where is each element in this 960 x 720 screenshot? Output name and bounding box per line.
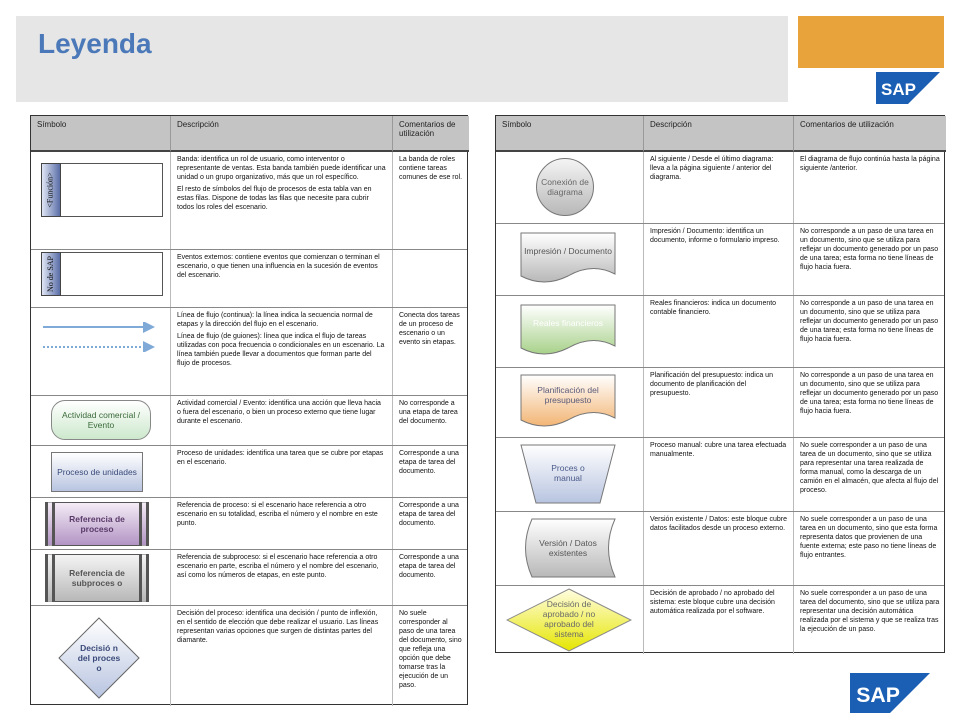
- external-events-band: [61, 252, 163, 296]
- budget-planning-label: Planificación del presupuesto: [537, 385, 599, 405]
- header-symbol: Símbolo: [496, 116, 644, 152]
- external-events-label: No de SAP: [46, 255, 56, 293]
- symbol-cell: [496, 224, 644, 295]
- symbol-cell: [496, 296, 644, 367]
- table-row: [31, 498, 467, 550]
- manual-process-label: Proces o manual: [551, 463, 585, 483]
- sap-logo: [850, 673, 930, 713]
- table-row: [31, 396, 467, 446]
- system-decision-label: Decisión de aprobado / no aprobado del sistema: [542, 599, 596, 639]
- description-cell: Al siguiente / Desde el último diagrama: lleva a la página siguiente / anterior del diagrama.: [644, 152, 794, 223]
- sap-logo: [876, 72, 940, 104]
- comment-cell: Corresponde a una etapa de tarea del documento.: [399, 502, 459, 527]
- symbol-cell: [31, 250, 171, 307]
- swimlane-role-label: <Función>: [46, 172, 55, 208]
- table-row: [31, 606, 467, 706]
- description-cell: Reales financieros: indica un documento contable financiero.: [644, 296, 794, 367]
- external-events-shape: [41, 252, 61, 296]
- description-text: Decisión del proceso: identifica una decisión / punto de inflexión, en el sentido de elección que debe realizar el usuario. Las líneas representan varias opciones que surgen de distintas partes del diamante.: [177, 610, 379, 644]
- table-row: [496, 224, 944, 296]
- symbol-cell: [31, 396, 171, 445]
- process-reference-shape: Referencia de proceso: [45, 502, 149, 546]
- description-cell: [171, 550, 393, 605]
- description-text: Eventos externos: contiene eventos que comienzan o terminan el escenario, o que tienen una influencia en la sucesión de eventos del escenario.: [177, 254, 380, 279]
- header-description: Descripción: [644, 116, 794, 152]
- comment-cell: Corresponde a una etapa de tarea del documento.: [399, 450, 459, 475]
- swimlane-band: [61, 163, 163, 217]
- header-description: Descripción: [171, 116, 393, 152]
- description-text: El resto de símbolos del flujo de procesos de esta tabla van en estas filas. Dispone de todas las filas que necesite para cubrir todos los roles del escenario.: [177, 186, 372, 211]
- description-text: Referencia de subproceso: si el escenario hace referencia a otro escenario en parte, escriba el número y el nombre del escenario, así como los números de etapas, en este punto.: [177, 554, 379, 579]
- table-row: [31, 152, 467, 250]
- description-cell: [171, 606, 393, 706]
- comment-cell: No suele corresponder a un paso de una tarea del documento, sino que se utiliza para representar una decisión automática realizada por el sistema y que se realiza tras la ejecución de un paso.: [800, 590, 940, 633]
- header-symbol: Símbolo: [31, 116, 171, 152]
- comment-cell: No suele corresponder a un paso de una tarea de un documento, sino que se utiliza para representar una tarea realizada de forma manual, como la descarga de un camión en el almacén, que afecta al flujo del proceso.: [800, 442, 939, 494]
- table-row: [31, 250, 467, 308]
- header-comments: Comentarios de utilización: [393, 116, 469, 152]
- financial-actuals-label: Reales financieros: [533, 318, 603, 328]
- description-cell: [171, 308, 393, 395]
- description-cell: Planificación del presupuesto: indica un documento de planificación del presupuesto.: [644, 368, 794, 437]
- business-activity-shape: Actividad comercial / Evento: [51, 400, 151, 440]
- symbol-cell: [31, 550, 171, 605]
- comment-cell: No suele corresponder a un paso de una tarea en un documento, sino que esta forma representa datos que provienen de una fuente externa; este paso no tiene líneas de flujo entrantes.: [800, 516, 938, 559]
- accent-bar: [798, 16, 944, 68]
- description-text: Actividad comercial / Evento: identifica una acción que lleva hacia o fuera del escenario, o bien un proceso externo que tiene lugar durante el escenario.: [177, 400, 381, 425]
- document-print-label: Impresión / Documento: [524, 246, 612, 256]
- decision-label: Decisió n del proces o: [77, 643, 121, 673]
- sap-logo-text: SAP: [881, 80, 916, 99]
- description-text: Referencia de proceso: si el escenario hace referencia a otro escenario en su totalidad, escriba el número y el nombre en este punto.: [177, 502, 378, 527]
- symbol-cell: [496, 152, 644, 223]
- description-text: Proceso de unidades: identifica una tarea que se cubre por etapas en el escenario.: [177, 450, 384, 466]
- comment-cell: No suele corresponder al paso de una tarea del documento, sino que refleja una opción que debe tomarse tras la ejecución de un paso.: [399, 610, 462, 689]
- table-row: [496, 512, 944, 586]
- unit-process-shape: Proceso de unidades: [51, 452, 143, 492]
- symbol-cell: [31, 606, 171, 706]
- description-cell: [171, 250, 393, 307]
- comment-cell: No corresponde a una etapa de tarea del documento.: [399, 400, 458, 425]
- symbol-cell: [31, 498, 171, 549]
- description-cell: [171, 446, 393, 497]
- comment-cell: [393, 250, 469, 307]
- symbol-cell: [496, 586, 644, 654]
- title-banner: [16, 16, 788, 102]
- comment-cell: No corresponde a un paso de una tarea en un documento, sino que se utiliza para reflejar un documento generado por un paso de una tarea; esta forma no tiene líneas de flujo hacia fuera.: [800, 300, 939, 343]
- page-title: Leyenda: [38, 28, 152, 59]
- description-cell: Proceso manual: cubre una tarea efectuada manualmente.: [644, 438, 794, 511]
- right-legend-table: [495, 115, 945, 653]
- table-row: [31, 308, 467, 396]
- comment-cell: No corresponde a un paso de una tarea en un documento, sino que se utiliza para reflejar un documento generado por un paso de una tarea; esta forma no tiene líneas de flujo hacia fuera.: [800, 372, 939, 415]
- comment-cell: El diagrama de flujo continúa hasta la página siguiente /anterior.: [800, 156, 940, 172]
- comment-cell: La banda de roles contiene tareas comunes de ese rol.: [399, 156, 463, 181]
- comment-cell: Corresponde a una etapa de tarea del documento.: [399, 554, 459, 579]
- symbol-cell: [496, 512, 644, 585]
- description-text: Línea de flujo (de guiones): línea que indica el flujo de tareas utilizadas con poca frecuencia o condicionales en un escenario. La línea también puede llevar a documentos que forman parte del flujo de procesos.: [177, 333, 385, 367]
- flow-lines-icon: [41, 322, 161, 352]
- sap-logo-text: SAP: [856, 682, 900, 707]
- description-cell: [171, 152, 393, 249]
- existing-data-label: Versión / Datos existentes: [539, 538, 597, 558]
- symbol-cell: [496, 438, 644, 511]
- swimlane-role-shape: [41, 163, 61, 217]
- comment-cell: Conecta dos tareas de un proceso de escenario o un evento sin etapas.: [399, 312, 460, 346]
- table-row: [496, 296, 944, 368]
- subprocess-reference-shape: Referencia de subproces o: [45, 554, 149, 602]
- description-cell: [171, 498, 393, 549]
- table-row: [496, 438, 944, 512]
- description-cell: Versión existente / Datos: este bloque cubre datos facilitados desde un proceso externo.: [644, 512, 794, 585]
- comment-cell: No corresponde a un paso de una tarea en un documento, sino que se utiliza para reflejar un documento generado por un paso de una tarea; esta forma no tiene líneas de flujo hacia fuera.: [800, 228, 939, 271]
- symbol-cell: [31, 152, 171, 249]
- symbol-cell: [31, 308, 171, 395]
- diagram-connection-shape: Conexión de diagrama: [536, 158, 594, 216]
- table-row: [31, 446, 467, 498]
- symbol-cell: [31, 446, 171, 497]
- description-text: Línea de flujo (continua): la línea indica la secuencia normal de etapas y la dirección del flujo en el escenario.: [177, 312, 373, 328]
- symbol-cell: [496, 368, 644, 437]
- left-legend-table: [30, 115, 468, 705]
- table-row: [496, 368, 944, 438]
- description-cell: [171, 396, 393, 445]
- description-cell: Decisión de aprobado / no aprobado del sistema: este bloque cubre una decisión automática realizada por el software.: [644, 586, 794, 654]
- description-text: Banda: identifica un rol de usuario, como interventor o representante de ventas. Esta banda también puede identificar una unidad o un grupo organizativo, más que un rol específico.: [177, 156, 386, 181]
- header-comments: Comentarios de utilización: [794, 116, 946, 152]
- description-cell: Impresión / Documento: identifica un documento, informe o formulario impreso.: [644, 224, 794, 295]
- table-row: [496, 586, 944, 654]
- table-row: [496, 152, 944, 224]
- table-row: [31, 550, 467, 606]
